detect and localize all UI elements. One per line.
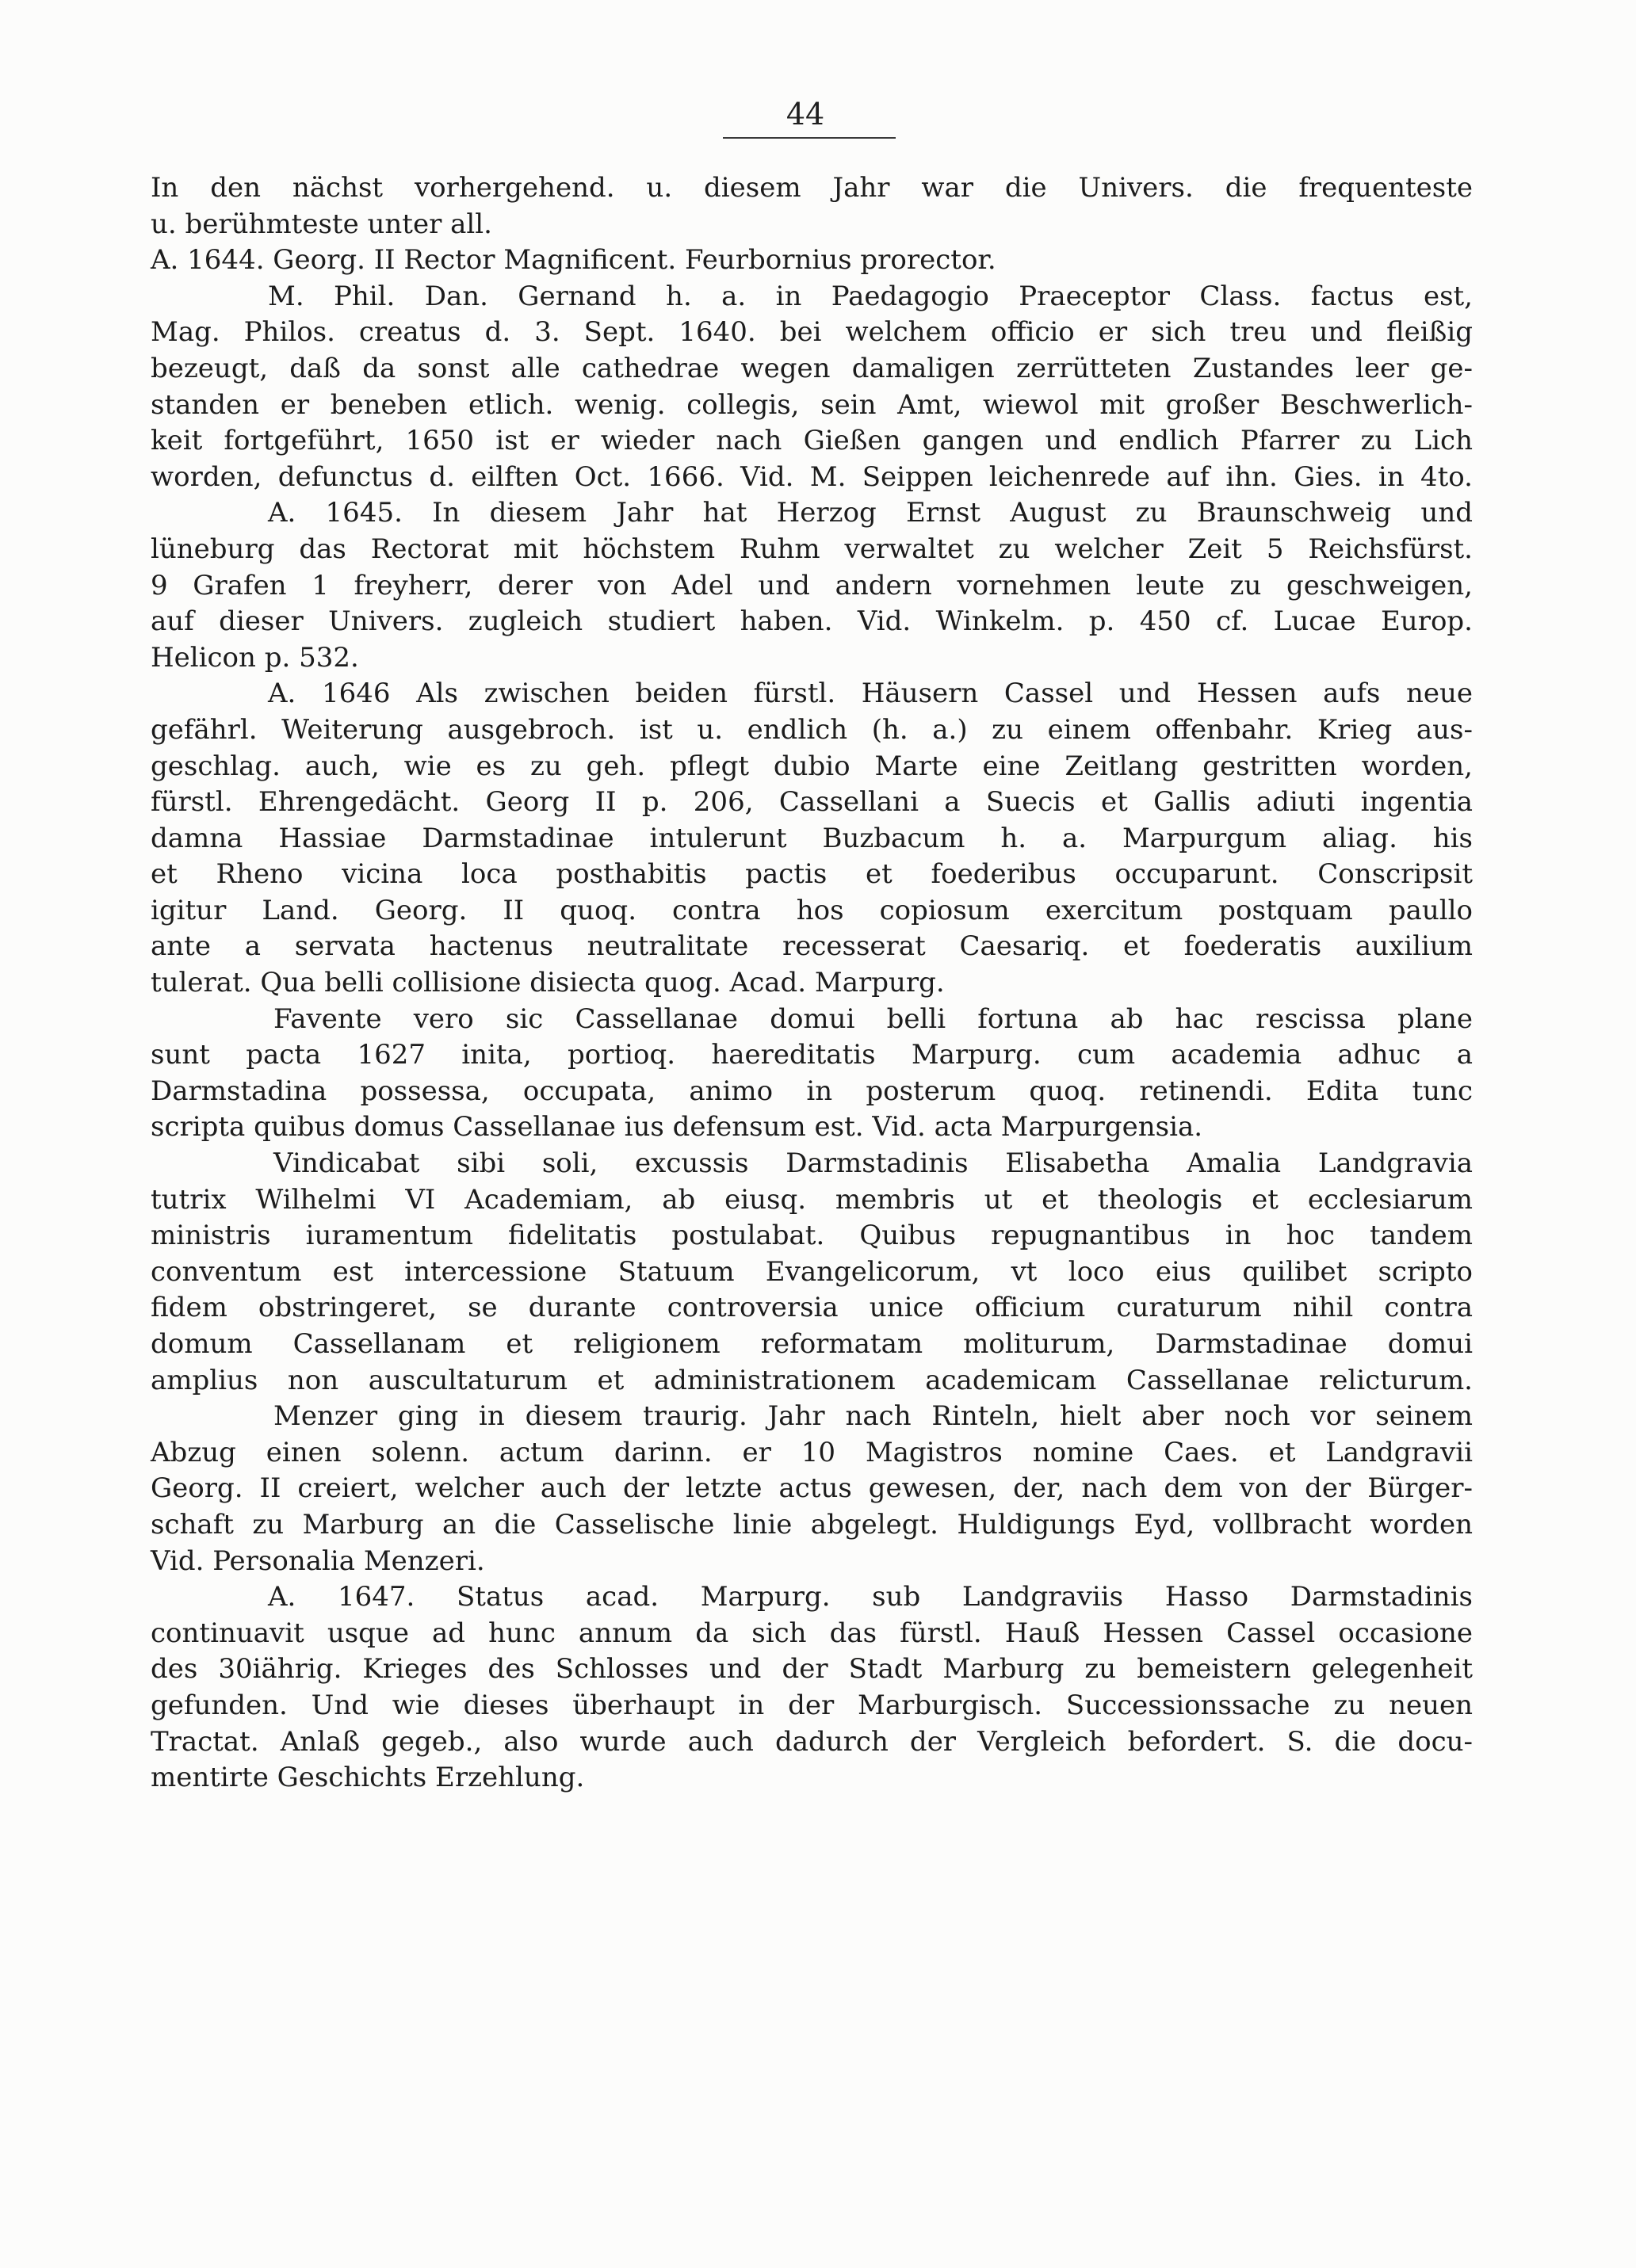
text-line: keit fortgeführt, 1650 ist er wieder nach Gießen gangen und endlich Pfarrer zu Lich bbox=[151, 425, 1473, 457]
text-line: et Rheno vicina loca posthabitis pactis et foederibus occuparunt. Conscripsit bbox=[151, 858, 1473, 891]
text-line: ante a servata hactenus neutralitate recesserat Caesariq. et foederatis auxilium bbox=[151, 930, 1473, 963]
text-line: A. 1644. Georg. II Rector Magnificent. Feurbornius prorector. bbox=[151, 244, 996, 277]
page-number: 44 bbox=[786, 97, 825, 132]
text-line: Abzug einen solenn. actum darinn. er 10 Magistros nomine Caes. et Landgravii bbox=[151, 1436, 1473, 1468]
text-line: mentirte Geschichts Erzehlung. bbox=[151, 1762, 585, 1794]
text-line: tutrix Wilhelmi VI Academiam, ab eiusq. membris ut et theologis et ecclesiarum bbox=[151, 1183, 1473, 1216]
text-line: Georg. II creiert, welcher auch der letzte actus gewesen, der, nach dem von der Bürger- bbox=[151, 1472, 1473, 1505]
text-line: conventum est intercessione Statuum Evangelicorum, vt loco eius quilibet scripto bbox=[151, 1255, 1473, 1288]
text-line: scripta quibus domus Cassellanae ius defensum est. Vid. acta Marpurgensia. bbox=[151, 1111, 1203, 1144]
text-line: Tractat. Anlaß gegeb., also wurde auch dadurch der Vergleich befordert. S. die docu- bbox=[151, 1725, 1473, 1758]
text-line: M. Phil. Dan. Gernand h. a. in Paedagogio Praeceptor Class. factus est, bbox=[268, 280, 1473, 312]
text-line: Darmstadina possessa, occupata, animo in posterum quoq. retinendi. Edita tunc bbox=[151, 1075, 1473, 1107]
text-line: u. berühmteste unter all. bbox=[151, 208, 492, 240]
text-line: ministris iuramentum fidelitatis postulabat. Quibus repugnantibus in hoc tandem bbox=[151, 1220, 1473, 1252]
text-line: domum Cassellanam et religionem reformatam moliturum, Darmstadinae domui bbox=[151, 1328, 1473, 1360]
text-line: A. 1646 Als zwischen beiden fürstl. Häusern Cassel und Hessen aufs neue bbox=[268, 678, 1473, 710]
text-line: fidem obstringeret, se durante controversia unice officium curaturum nihil contra bbox=[151, 1292, 1473, 1324]
text-line: 9 Grafen 1 freyherr, derer von Adel und andern vornehmen leute zu geschweigen, bbox=[151, 569, 1473, 601]
text-line: igitur Land. Georg. II quoq. contra hos copiosum exercitum postquam paullo bbox=[151, 894, 1473, 926]
text-line: Favente vero sic Cassellanae domui belli fortuna ab hac rescissa plane bbox=[273, 1002, 1473, 1035]
text-line: geschlag. auch, wie es zu geh. pflegt dubio Marte eine Zeitlang gestritten worden, bbox=[151, 750, 1473, 782]
text-line: fürstl. Ehrengedächt. Georg II p. 206, Cassellani a Suecis et Gallis adiuti ingentia bbox=[151, 786, 1473, 819]
text-line: bezeugt, daß da sonst alle cathedrae wegen damaligen zerrütteten Zustandes leer ge- bbox=[151, 352, 1473, 384]
text-line: Mag. Philos. creatus d. 3. Sept. 1640. bei welchem officio er sich treu und fleißig bbox=[151, 316, 1473, 349]
body-text bbox=[151, 170, 1473, 1796]
text-line: sunt pacta 1627 inita, portioq. haereditatis Marpurg. cum academia adhuc a bbox=[151, 1039, 1473, 1071]
text-line: In den nächst vorhergehend. u. diesem Jahr war die Univers. die frequenteste bbox=[151, 172, 1473, 204]
text-line: A. 1647. Status acad. Marpurg. sub Landgraviis Hasso Darmstadinis bbox=[268, 1581, 1473, 1613]
text-line: A. 1645. In diesem Jahr hat Herzog Ernst August zu Braunschweig und bbox=[268, 497, 1473, 529]
text-line: continuavit usque ad hunc annum da sich das fürstl. Hauß Hessen Cassel occasione bbox=[151, 1617, 1473, 1649]
text-line: lüneburg das Rectorat mit höchstem Ruhm verwaltet zu welcher Zeit 5 Reichsfürst. bbox=[151, 533, 1473, 565]
text-line: schaft zu Marburg an die Casselische linie abgelegt. Huldigungs Eyd, vollbracht worden bbox=[151, 1508, 1473, 1541]
text-line: Vindicabat sibi soli, excussis Darmstadinis Elisabetha Amalia Landgravia bbox=[273, 1147, 1473, 1180]
text-line: tulerat. Qua belli collisione disiecta quog. Acad. Marpurg. bbox=[151, 967, 945, 999]
text-line: gefunden. Und wie dieses überhaupt in der Marburgisch. Successionssache zu neuen bbox=[151, 1689, 1473, 1721]
text-line: auf dieser Univers. zugleich studiert haben. Vid. Winkelm. p. 450 cf. Lucae Europ. bbox=[151, 605, 1473, 638]
text-line: worden, defunctus d. eilften Oct. 1666. Vid. M. Seippen leichenrede auf ihn. Gies. in 4to. bbox=[151, 460, 1473, 493]
text-line: Helicon p. 532. bbox=[151, 641, 359, 674]
text-line: Vid. Personalia Menzeri. bbox=[151, 1544, 485, 1577]
text-line: des 30iährig. Krieges des Schlosses und der Stadt Marburg zu bemeistern gelegenheit bbox=[151, 1653, 1473, 1686]
text-line: gefährl. Weiterung ausgebroch. ist u. endlich (h. a.) zu einem offenbahr. Krieg aus- bbox=[151, 713, 1473, 746]
text-line: standen er beneben etlich. wenig. collegis, sein Amt, wiewol mit großer Beschwerlich- bbox=[151, 388, 1473, 421]
page-number-rule bbox=[723, 137, 896, 139]
text-line: Menzer ging in diesem traurig. Jahr nach Rinteln, hielt aber noch vor seinem bbox=[273, 1400, 1473, 1433]
text-line: amplius non auscultaturum et administrationem academicam Cassellanae relicturum. bbox=[151, 1364, 1473, 1396]
text-line: damna Hassiae Darmstadinae intulerunt Buzbacum h. a. Marpurgum aliag. his bbox=[151, 822, 1473, 854]
